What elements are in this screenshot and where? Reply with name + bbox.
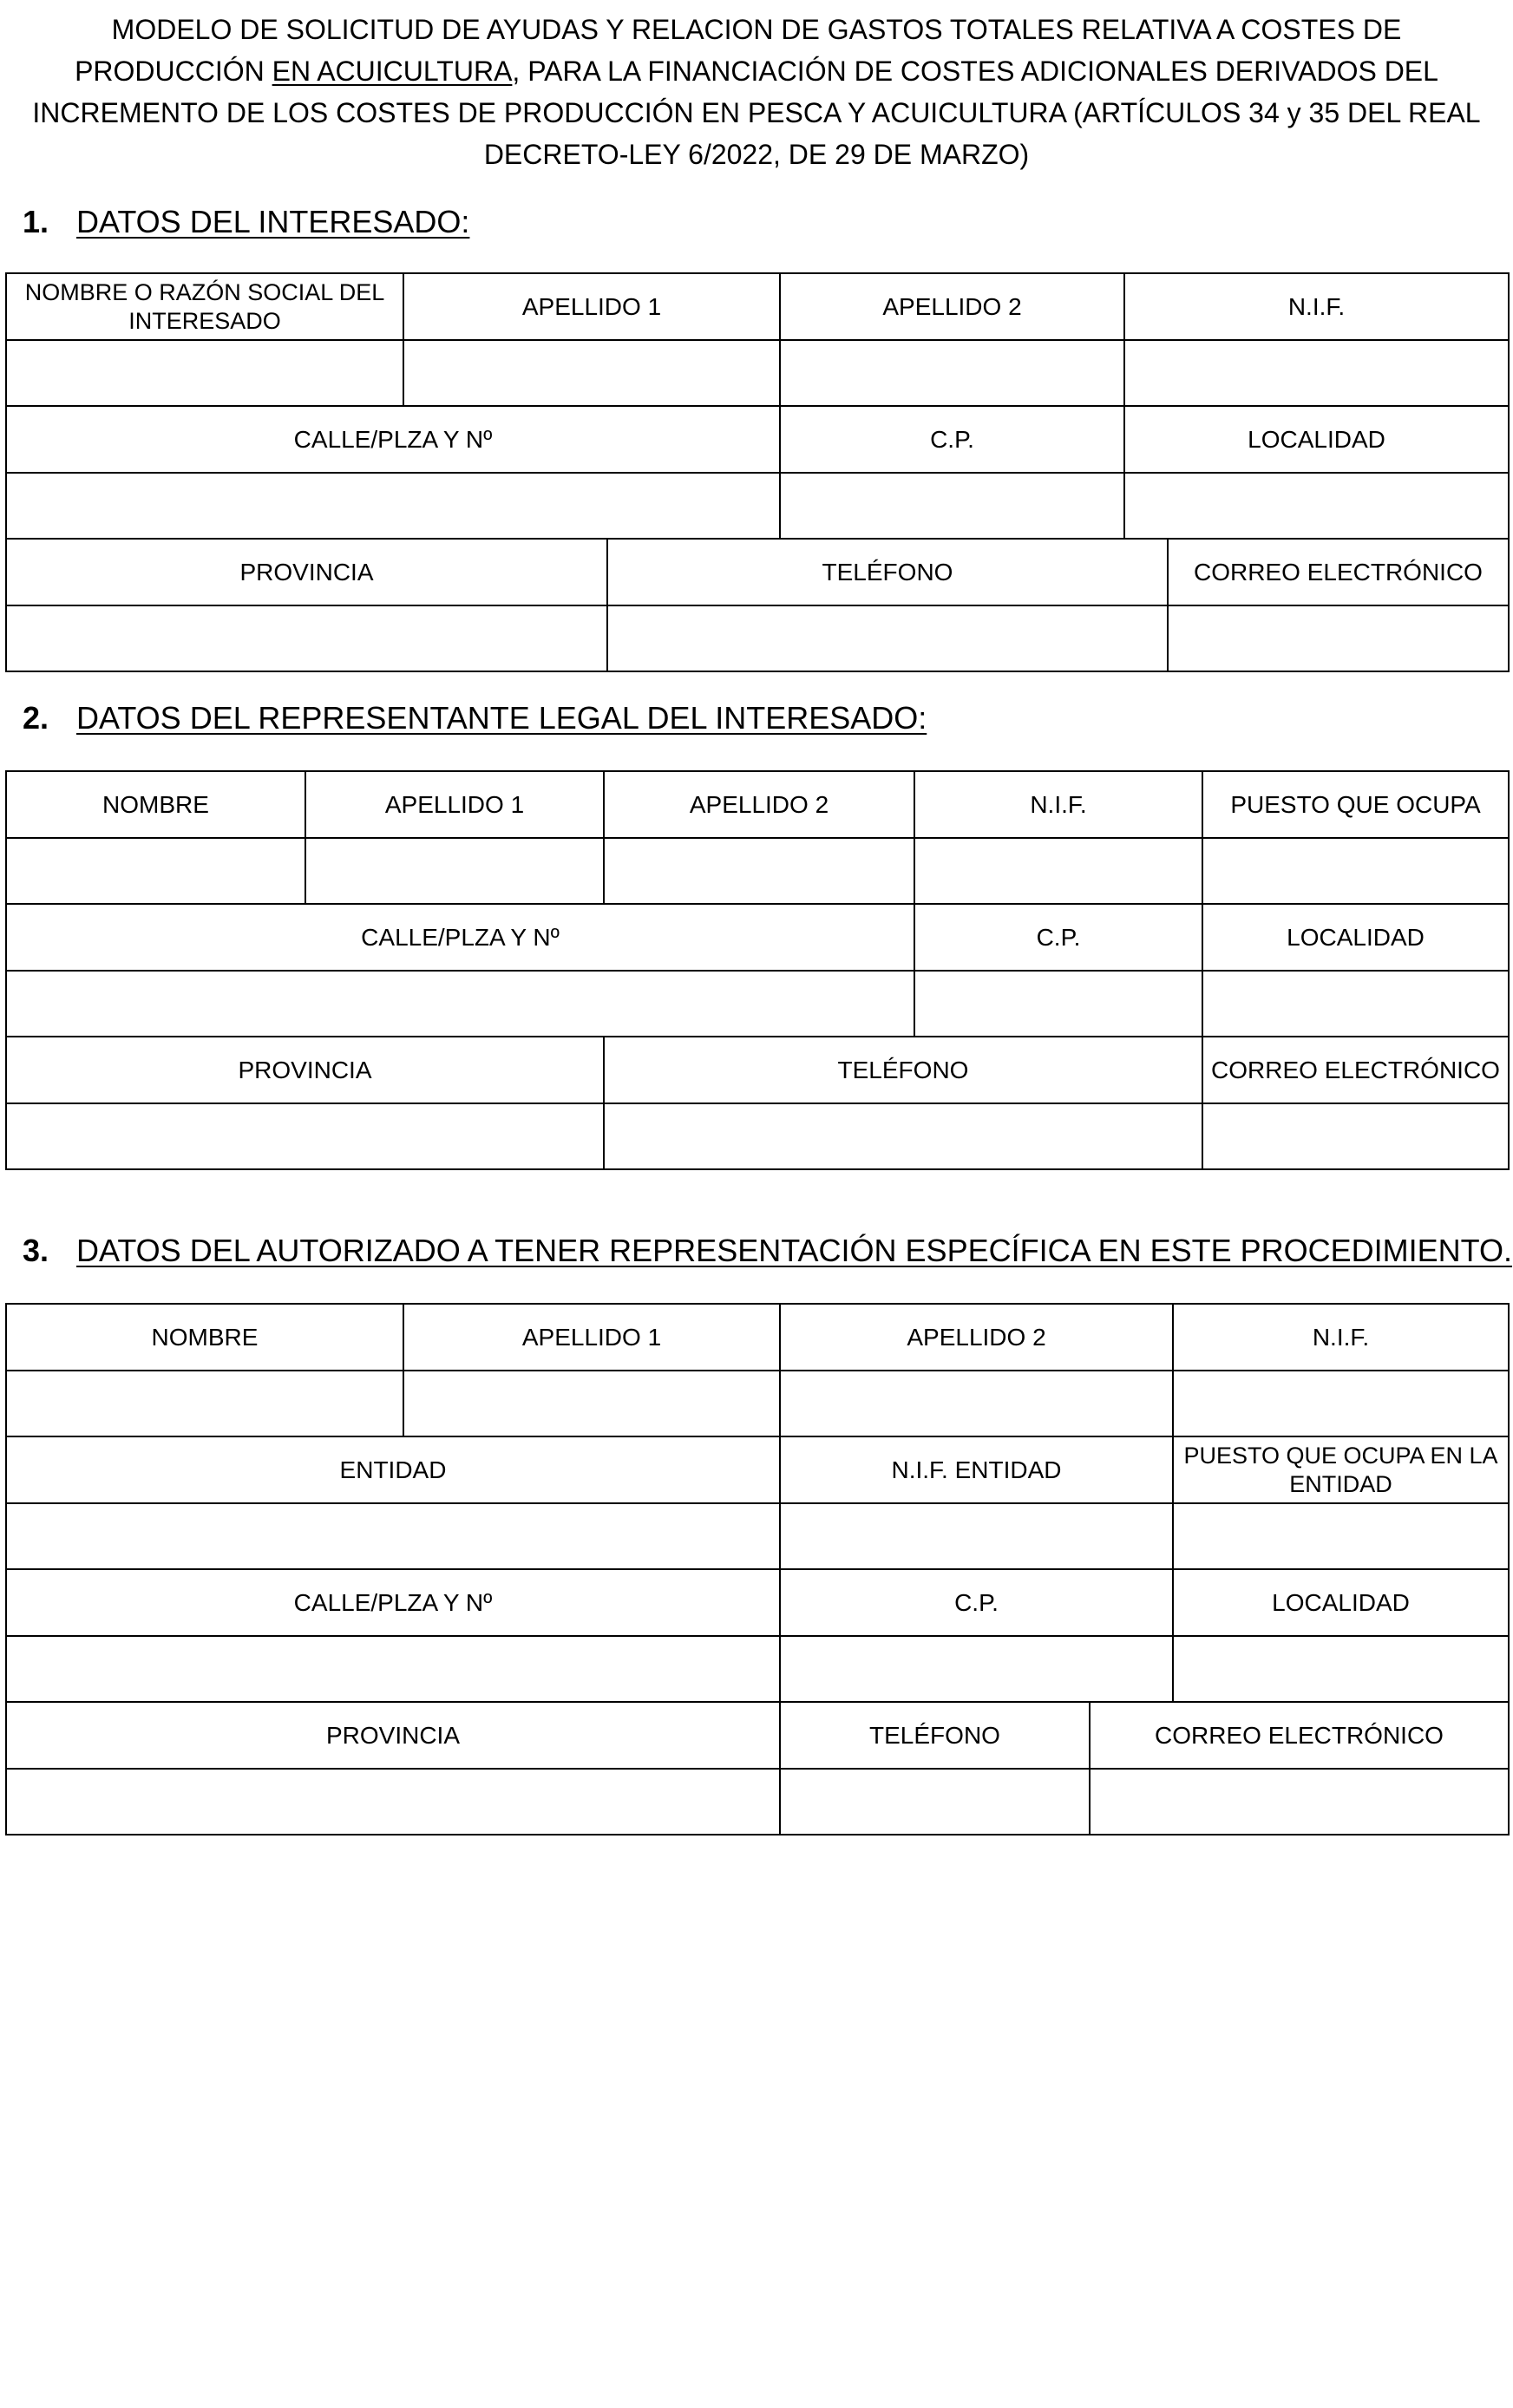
- label-aut-correo-electronico: CORREO ELECTRÓNICO: [1090, 1702, 1509, 1769]
- field-aut-nif[interactable]: [1173, 1371, 1509, 1436]
- label-rep-nombre: NOMBRE: [6, 771, 305, 838]
- field-aut-cp[interactable]: [780, 1636, 1173, 1702]
- field-rep-provincia[interactable]: [6, 1103, 604, 1169]
- label-rep-calle: CALLE/PLZA Y Nº: [6, 904, 914, 971]
- field-cp[interactable]: [780, 473, 1124, 539]
- field-telefono[interactable]: [607, 605, 1168, 671]
- label-aut-cp: C.P.: [780, 1569, 1173, 1636]
- field-rep-localidad[interactable]: [1202, 971, 1509, 1037]
- field-rep-nombre[interactable]: [6, 838, 305, 904]
- field-rep-calle[interactable]: [6, 971, 914, 1037]
- field-aut-telefono[interactable]: [780, 1769, 1090, 1835]
- field-rep-puesto[interactable]: [1202, 838, 1509, 904]
- label-rep-correo-electronico: CORREO ELECTRÓNICO: [1202, 1037, 1509, 1103]
- field-aut-calle[interactable]: [6, 1636, 780, 1702]
- label-aut-nif-entidad: N.I.F. ENTIDAD: [780, 1436, 1173, 1503]
- label-rep-apellido-2: APELLIDO 2: [604, 771, 914, 838]
- field-rep-telefono[interactable]: [604, 1103, 1202, 1169]
- label-aut-entidad: ENTIDAD: [6, 1436, 780, 1503]
- field-rep-apellido-2[interactable]: [604, 838, 914, 904]
- label-aut-telefono: TELÉFONO: [780, 1702, 1090, 1769]
- field-localidad[interactable]: [1124, 473, 1509, 539]
- field-rep-nif[interactable]: [914, 838, 1202, 904]
- field-rep-cp[interactable]: [914, 971, 1202, 1037]
- section-2-title: DATOS DEL REPRESENTANTE LEGAL DEL INTERESADO:: [76, 700, 927, 736]
- field-nombre-razon-social[interactable]: [6, 340, 403, 406]
- label-aut-nombre: NOMBRE: [6, 1304, 403, 1371]
- label-correo-electronico: CORREO ELECTRÓNICO: [1168, 539, 1509, 605]
- section-2-number: 2.: [23, 700, 49, 736]
- section-3-heading: [23, 1232, 1512, 1270]
- field-aut-puesto-entidad[interactable]: [1173, 1503, 1509, 1569]
- label-aut-puesto-entidad: PUESTO QUE OCUPA EN LA ENTIDAD: [1173, 1436, 1509, 1503]
- field-rep-correo-electronico[interactable]: [1202, 1103, 1509, 1169]
- section-2-table: [5, 770, 1510, 1170]
- label-cp: C.P.: [780, 406, 1124, 473]
- field-nif[interactable]: [1124, 340, 1509, 406]
- label-localidad: LOCALIDAD: [1124, 406, 1509, 473]
- field-provincia[interactable]: [6, 605, 607, 671]
- field-aut-apellido-2[interactable]: [780, 1371, 1173, 1436]
- label-rep-nif: N.I.F.: [914, 771, 1202, 838]
- label-rep-telefono: TELÉFONO: [604, 1037, 1202, 1103]
- label-rep-puesto: PUESTO QUE OCUPA: [1202, 771, 1509, 838]
- label-aut-apellido-1: APELLIDO 1: [403, 1304, 780, 1371]
- label-aut-apellido-2: APELLIDO 2: [780, 1304, 1173, 1371]
- label-aut-localidad: LOCALIDAD: [1173, 1569, 1509, 1636]
- section-2-heading: [23, 699, 927, 737]
- label-rep-provincia: PROVINCIA: [6, 1037, 604, 1103]
- title-text-part2: , PARA LA FINANCIACIÓN DE COSTES ADICIONALES DERIVADOS DEL INCREMENTO DE LOS COSTES DE PRODUCCIÓN EN PESCA Y ACUICULTURA (ARTÍCULOS 34 y 35 DEL REAL DECRETO-LEY 6/2022, DE 29 DE MARZO): [32, 56, 1481, 170]
- field-aut-localidad[interactable]: [1173, 1636, 1509, 1702]
- title-text-part1: MODELO DE SOLICITUD DE AYUDAS Y RELACION DE GASTOS TOTALES RELATIVA A COSTES DE PRODUCCIÓN: [75, 14, 1402, 87]
- label-apellido-1: APELLIDO 1: [403, 273, 780, 340]
- field-aut-correo-electronico[interactable]: [1090, 1769, 1509, 1835]
- field-calle[interactable]: [6, 473, 780, 539]
- label-aut-calle: CALLE/PLZA Y Nº: [6, 1569, 780, 1636]
- field-aut-provincia[interactable]: [6, 1769, 780, 1835]
- label-rep-apellido-1: APELLIDO 1: [305, 771, 604, 838]
- section-1-table: [5, 272, 1510, 672]
- label-telefono: TELÉFONO: [607, 539, 1168, 605]
- field-aut-apellido-1[interactable]: [403, 1371, 780, 1436]
- label-aut-provincia: PROVINCIA: [6, 1702, 780, 1769]
- label-rep-localidad: LOCALIDAD: [1202, 904, 1509, 971]
- section-3-table: [5, 1303, 1510, 1835]
- document-title: [17, 9, 1496, 175]
- section-1-title: DATOS DEL INTERESADO:: [76, 204, 470, 239]
- label-apellido-2: APELLIDO 2: [780, 273, 1124, 340]
- section-3-title: DATOS DEL AUTORIZADO A TENER REPRESENTACIÓN ESPECÍFICA EN ESTE PROCEDIMIENTO.: [76, 1233, 1513, 1268]
- field-correo-electronico[interactable]: [1168, 605, 1509, 671]
- label-provincia: PROVINCIA: [6, 539, 607, 605]
- label-aut-nif: N.I.F.: [1173, 1304, 1509, 1371]
- section-3-number: 3.: [23, 1233, 49, 1268]
- label-nombre-razon-social: NOMBRE O RAZÓN SOCIAL DEL INTERESADO: [6, 273, 403, 340]
- field-rep-apellido-1[interactable]: [305, 838, 604, 904]
- field-aut-entidad[interactable]: [6, 1503, 780, 1569]
- field-apellido-1[interactable]: [403, 340, 780, 406]
- label-rep-cp: C.P.: [914, 904, 1202, 971]
- label-nif: N.I.F.: [1124, 273, 1509, 340]
- section-1-heading: [23, 203, 469, 241]
- label-calle: CALLE/PLZA Y Nº: [6, 406, 780, 473]
- section-1-number: 1.: [23, 204, 49, 239]
- title-text-underlined: EN ACUICULTURA: [272, 56, 513, 87]
- field-aut-nombre[interactable]: [6, 1371, 403, 1436]
- field-apellido-2[interactable]: [780, 340, 1124, 406]
- field-aut-nif-entidad[interactable]: [780, 1503, 1173, 1569]
